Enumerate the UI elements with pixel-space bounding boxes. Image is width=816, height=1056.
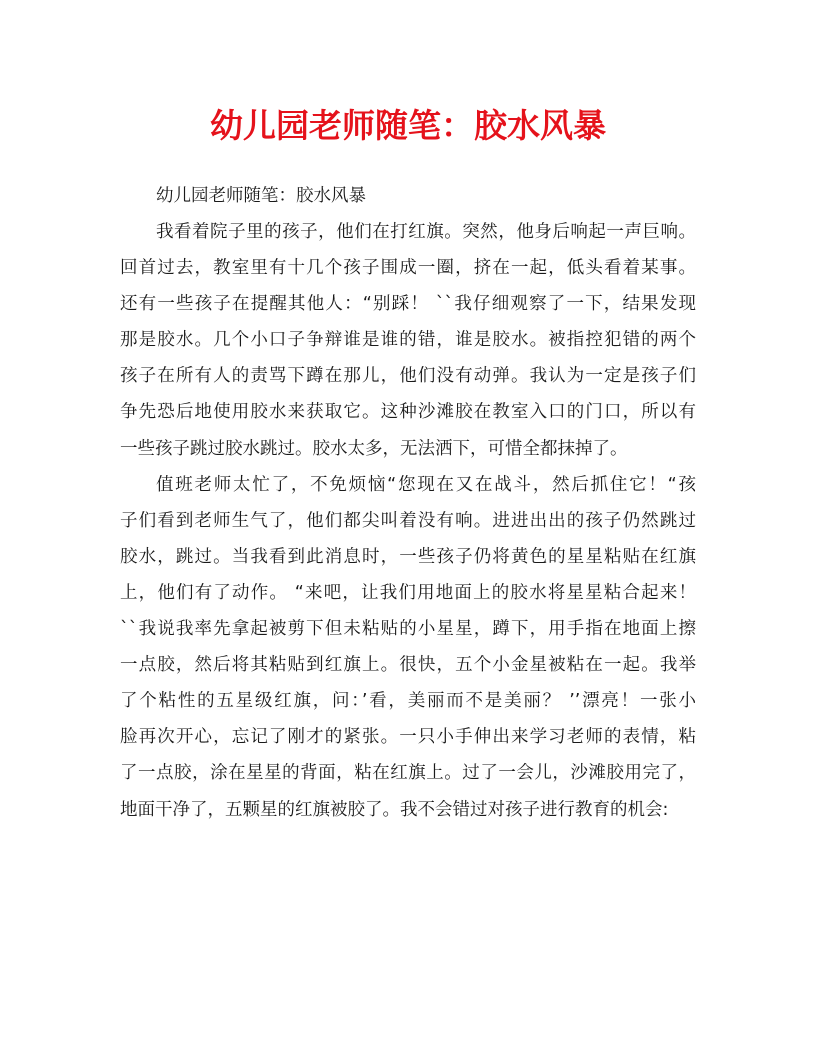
paragraph-line: 了一点胶，涂在星星的背面，粘在红旗上。过了一会儿，沙滩胶用完了，	[120, 763, 696, 784]
paragraph-line: 回首过去，教室里有十几个孩子围成一圈，挤在一起，低头看着某事。	[120, 258, 696, 279]
paragraph-1	[120, 214, 696, 467]
paragraph-line: 那是胶水。几个小口子争辩谁是谁的错，谁是胶水。被指控犯错的两个	[120, 330, 696, 351]
paragraph-line: 子们看到老师生气了，他们都尖叫着没有响。进进出出的孩子仍然跳过	[120, 510, 696, 531]
paragraph-line: 争先恐后地使用胶水来获取它。这种沙滩胶在教室入口的门口，所以有	[120, 402, 696, 423]
paragraph-line: 胶水，跳过。当我看到此消息时，一些孩子仍将黄色的星星粘贴在红旗	[120, 546, 696, 567]
paragraph-line: 上，他们有了动作。 “来吧，让我们用地面上的胶水将星星粘合起来！	[120, 582, 696, 603]
paragraph-line: ``我说我率先拿起被剪下但未粘贴的小星星，蹲下，用手指在地面上擦	[120, 619, 696, 640]
paragraph-line: 值班老师太忙了，不免烦恼“您现在又在战斗，然后抓住它！“孩	[156, 474, 696, 495]
paragraph-line: 脸再次开心，忘记了刚才的紧张。一只小手伸出来学习老师的表情，粘	[120, 727, 696, 748]
paragraph-line: 地面干净了，五颗星的红旗被胶了。我不会错过对孩子进行教育的机会:	[120, 799, 669, 820]
paragraph-line: 了个粘性的五星级红旗，问：’看，美丽而不是美丽？ ’’漂亮！一张小	[120, 691, 696, 712]
paragraph-line: 我看着院子里的孩子，他们在打红旗。突然，他身后响起一声巨响。	[156, 222, 696, 242]
paragraph-line: 还有一些孩子在提醒其他人：“别踩！ ``我仔细观察了一下，结果发现	[120, 294, 696, 315]
document-title: 幼儿园老师随笔：胶水风暴	[210, 106, 606, 145]
paragraph-line: 一点胶，然后将其粘贴到红旗上。很快，五个小金星被粘在一起。我举	[120, 655, 696, 676]
document-body	[120, 178, 696, 828]
document-subtitle: 幼儿园老师随笔：胶水风暴	[156, 186, 366, 206]
paragraph-2	[120, 467, 696, 828]
paragraph-line: 孩子在所有人的责骂下蹲在那儿，他们没有动弹。我认为一定是孩子们	[120, 366, 696, 387]
paragraph-line: 一些孩子跳过胶水跳过。胶水太多，无法洒下，可惜全都抹掉了。	[120, 438, 628, 459]
